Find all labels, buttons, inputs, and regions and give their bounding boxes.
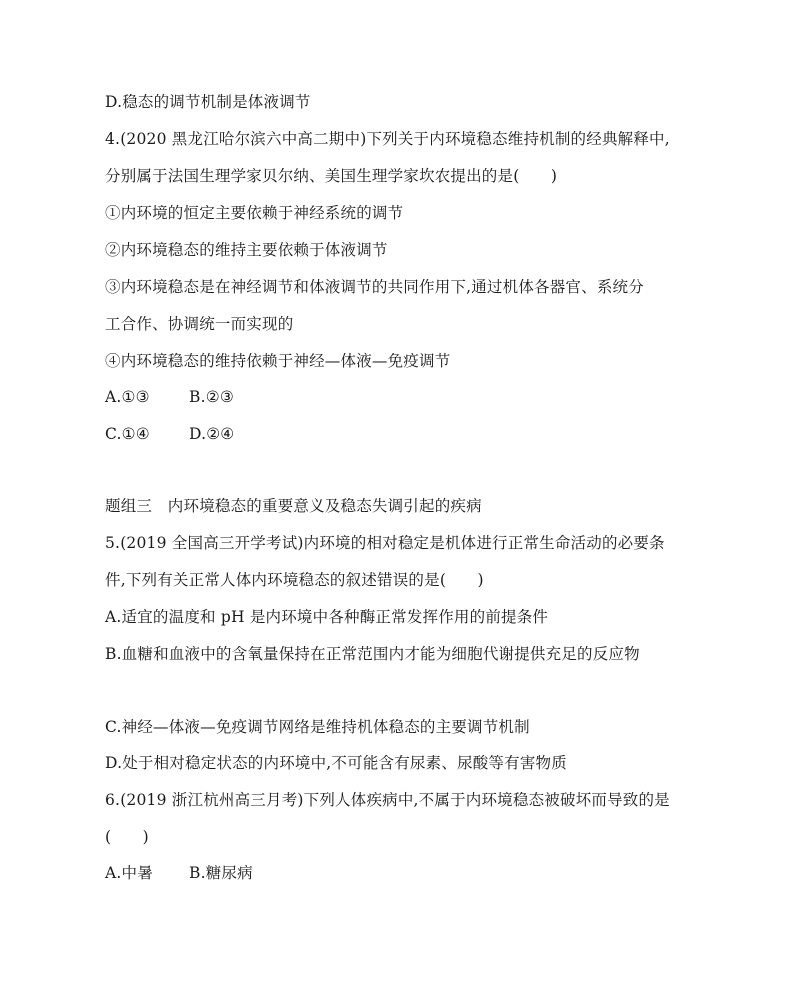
q5-stem-line-1: 5.(2019 全国高三开学考试)内环境的相对稳定是机体进行正常生命活动的必要条 [105, 534, 665, 552]
q5-option-d: D.处于相对稳定状态的内环境中,不可能含有尿素、尿酸等有害物质 [105, 754, 567, 772]
q5-stem-line-2: 件,下列有关正常人体内环境稳态的叙述错误的是( ) [105, 571, 484, 589]
q6-stem-line-2: ( ) [105, 828, 149, 846]
q4-item-3-line-2: 工合作、协调统一而实现的 [105, 315, 294, 333]
q4-item-3-line-1: ③内环境稳态是在神经调节和体液调节的共同作用下,通过机体各器官、系统分 [105, 278, 644, 296]
q4-option-d: D.②④ [189, 425, 235, 443]
q4-stem-line-1: 4.(2020 黑龙江哈尔滨六中高二期中)下列关于内环境稳态维持机制的经典解释中, [105, 130, 670, 148]
q4-item-2: ②内环境稳态的维持主要依赖于体液调节 [105, 241, 388, 259]
q4-options-row-2 [105, 423, 234, 445]
q6-option-b: B.糖尿病 [189, 864, 253, 882]
q5-option-a: A.适宜的温度和 pH 是内环境中各种酶正常发挥作用的前提条件 [105, 608, 549, 626]
q4-option-c: C.①④ [105, 425, 150, 443]
q6-options-row [105, 862, 253, 884]
q6-option-a: A.中暑 [105, 864, 153, 882]
section-title: 题组三 内环境稳态的重要意义及稳态失调引起的疾病 [105, 497, 482, 515]
q6-stem-line-1: 6.(2019 浙江杭州高三月考)下列人体疾病中,不属于内环境稳态被破坏而导致的是 [105, 791, 670, 809]
q5-option-c: C.神经—体液—免疫调节网络是维持机体稳态的主要调节机制 [105, 718, 530, 736]
q4-item-1: ①内环境的恒定主要依赖于神经系统的调节 [105, 204, 404, 222]
q5-option-b: B.血糖和血液中的含氧量保持在正常范围内才能为细胞代谢提供充足的反应物 [105, 645, 640, 663]
q4-options-row-1 [105, 386, 234, 408]
q4-item-4: ④内环境稳态的维持依赖于神经—体液—免疫调节 [105, 352, 451, 370]
q4-option-b: B.②③ [189, 388, 234, 406]
q4-option-a: A.①③ [105, 388, 150, 406]
q4-stem-line-2: 分别属于法国生理学家贝尔纳、美国生理学家坎农提出的是( ) [105, 167, 558, 185]
q3-option-d: D.稳态的调节机制是体液调节 [105, 93, 311, 111]
